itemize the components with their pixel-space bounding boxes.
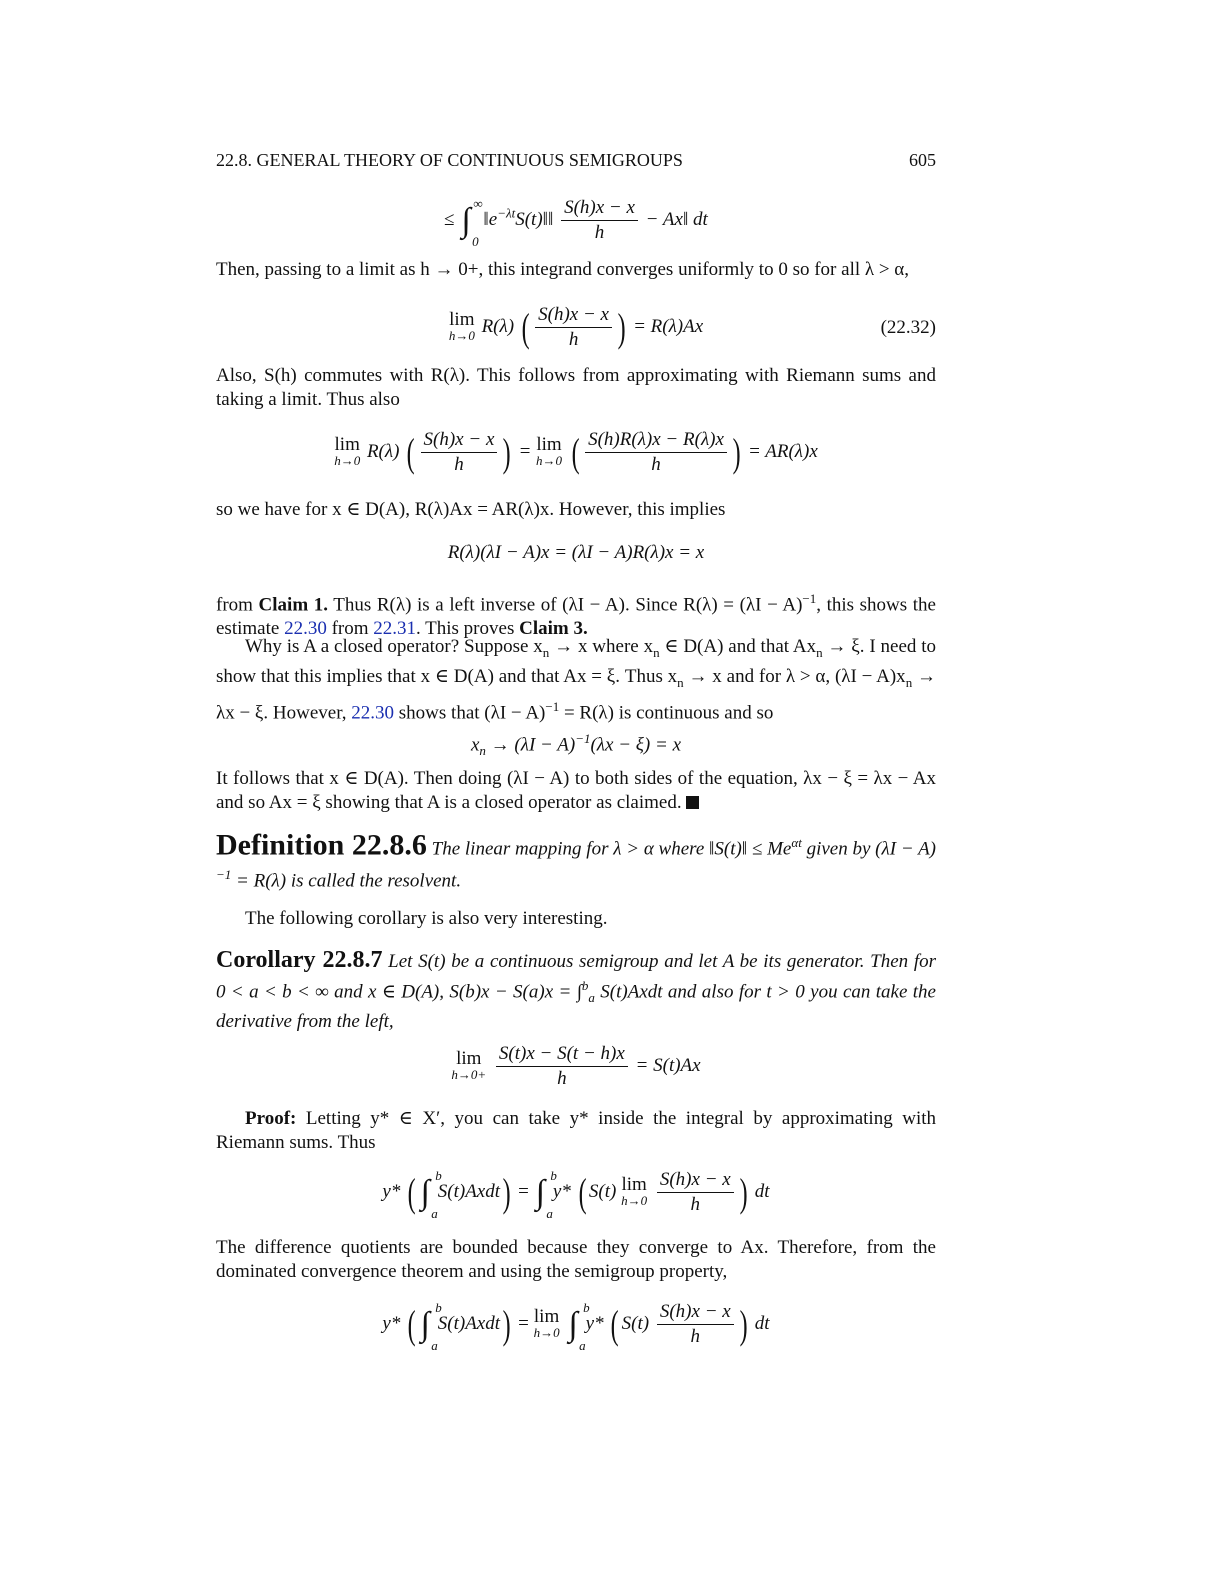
paragraph-dominated: The difference quotients are bounded because they converge to Ax. Therefore, from the dominated convergence theorem and using the semigroup property, — [216, 1237, 936, 1282]
proof-paragraph: Proof: Letting y* ∈ X′, you can take y* inside the integral by approximating with Riemann sums. Thus — [216, 1108, 936, 1153]
ref-22-30[interactable]: 22.30 — [284, 618, 327, 640]
page-number: 605 — [909, 150, 936, 170]
equation-22-32: lim h→0 R(λ) ( $\frac{S(h)x - x}{h}$ ) = R(λ)Ax (22.32) — [448, 304, 936, 350]
ref-22-31[interactable]: 22.31 — [373, 618, 416, 640]
paragraph-follows: It follows that x ∈ D(A). Then doing (λI − A) to both sides of the equation, λx − ξ = λx − Ax and so Ax = ξ showing that A is a closed operator as claimed. — [216, 768, 936, 813]
equation-proof-1: y* ( ∫ b a S(t)Axdt) = ∫ b a y* ( S(t) lim h→0 $\frac{S(h)x - x}{h}$ ) dt — [382, 1167, 770, 1221]
ref-22-30-b[interactable]: 22.30 — [351, 701, 395, 723]
integral-sign: ∫ ∞ 0 — [461, 195, 483, 249]
definition-heading: Definition 22.8.6 — [216, 828, 427, 862]
paragraph-implies: so we have for x ∈ D(A), R(λ)Ax = AR(λ)x. However, this implies — [216, 499, 726, 520]
paragraph-commute: Also, S(h) commutes with R(λ). This follows from approximating with Riemann sums and taking a limit. Thus also — [216, 365, 936, 410]
paragraph-corollary-intro: The following corollary is also very interesting. — [245, 908, 608, 929]
section-title: 22.8. GENERAL THEORY OF CONTINUOUS SEMIGROUPS — [216, 150, 683, 170]
running-header — [216, 150, 936, 171]
qed-square-icon — [686, 796, 699, 809]
equation-label: (22.32) — [880, 317, 936, 338]
equation-proof-2: y* ( ∫ b a S(t)Axdt) = lim h→0 ∫ b a y* ( S(t) $\frac{S(h)x - x}{h}$ ) dt — [382, 1299, 770, 1353]
equation-inverse: R(λ)(λI − A)x = (λI − A)R(λ)x = x — [447, 542, 705, 563]
definition-22-8-6: Definition 22.8.6 The linear mapping for λ > α where ‖S(t)‖ ≤ $Me^{\alpha t}$ given by $(\lambda I - A)^{-1} = R(\lambda)$ is called the resolvent. — [216, 828, 937, 892]
paragraph-claim3: from Claim 1. Thus R(λ) is a left inverse of (λI − A). Since $R(\lambda) = (\lambda I - A)^{-1}$, this shows the estimate 22.30 from 22.31. This proves Claim 3. — [216, 591, 936, 640]
corollary-22-8-7: Corollary 22.8.7 Let S(t) be a continuous semigroup and let A be its generator. Then for 0 < a < b < ∞ and x ∈ D(A), S(b)x − S(a)x = ∫$^b_a$ S(t)Axdt and also for t > 0 you can take the derivative from the left, — [216, 947, 936, 1033]
limit: lim h→0 — [448, 308, 475, 343]
paragraph-closed-operator: Why is A a closed operator? Suppose $x_n \to x$ where $x_n$ ∈ D(A) and that $Ax_n \to \xi$. I need to show that this implies that x ∈ D(A) and that Ax = ξ. Thus $x_n \to x$ and for λ > α, $(\lambda I - A)x_n \to \lambda x - \xi$. However, 22.30 shows that $(\lambda I - A)^{-1} = R(\lambda)$ is continuous and so — [216, 636, 937, 723]
corollary-heading: Corollary 22.8.7 — [216, 947, 383, 973]
equation-closed: $x_n \to (\lambda I - A)^{-1}(\lambda x - \xi) = x$ — [470, 731, 682, 759]
fraction: $\frac{S(h)x - x}{h}$ — [561, 196, 638, 245]
equation-commute: lim h→0 R(λ) ( $\frac{S(h)x - x}{h}$ ) = lim h→0 ( $\frac{S(h)R(\lambda)x - R(\lambda)x}{h}$ ) = AR(λ)x — [334, 429, 818, 475]
equation-estimate: ≤ ∫ ∞ 0 $‖e^{-\lambda t}S(t)‖‖$ $\frac{S(h)x - x}{h}$ − Ax‖ dt — [444, 195, 708, 249]
paragraph-limit: Then, passing to a limit as h → 0+, this integrand converges uniformly to 0 so for all λ > α, — [216, 259, 910, 280]
equation-left-derivative: lim h→0+ $\frac{S(t)x - S(t - h)x}{h}$ = S(t)Ax — [451, 1043, 701, 1089]
